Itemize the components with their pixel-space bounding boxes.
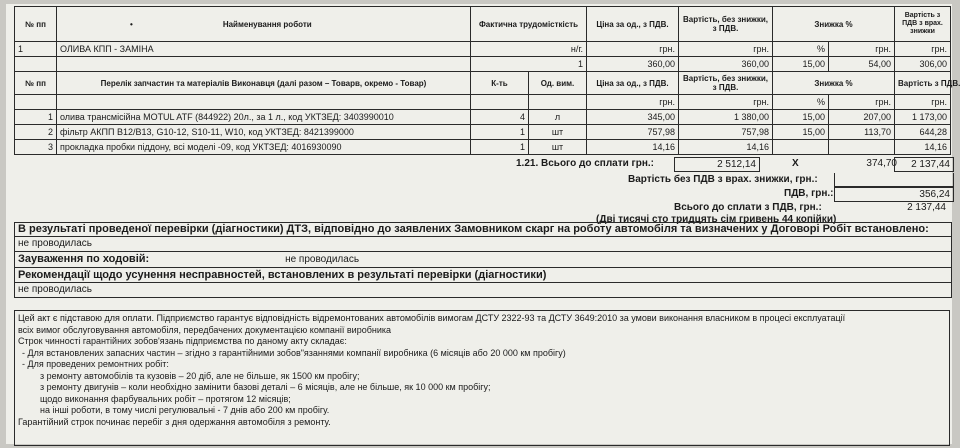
work-cost: 360,00 xyxy=(679,57,773,72)
no-vat-value xyxy=(834,173,954,187)
vat-label: ПДВ, грн.: xyxy=(784,188,834,199)
parts-units-blank-unit xyxy=(529,95,587,110)
diag-chassis-value: не проводилась xyxy=(285,254,360,265)
part-price: 14,16 xyxy=(587,140,679,155)
part-disc-amt xyxy=(829,140,895,155)
table-row xyxy=(15,125,951,140)
terms-line: всіх вимог обслуговування автомобіля, передбачених документацією компанії виробника xyxy=(18,324,392,335)
part-num: 1 xyxy=(15,110,57,125)
work-unit-grn4: грн. xyxy=(895,42,951,57)
diag-chassis-label: Зауваження по ходовій: xyxy=(18,253,150,265)
parts-unit-grn3: грн. xyxy=(829,95,895,110)
with-vat-value: 2 137,44 xyxy=(907,202,946,213)
terms-line: щодо виконання фарбувальних робіт – протягом 12 місяців; xyxy=(40,393,291,404)
part-disc-pct: 15,00 xyxy=(773,125,829,140)
work-total: 306,00 xyxy=(895,57,951,72)
part-cost: 757,98 xyxy=(679,125,773,140)
work-and-parts-table xyxy=(14,6,960,155)
terms-line: з ремонту автомобілів та кузовів – 20 діб, але не більше, як 1500 км пробігу; xyxy=(40,370,360,381)
part-unit: шт xyxy=(529,140,587,155)
part-num: 2 xyxy=(15,125,57,140)
part-disc-pct xyxy=(773,140,829,155)
work-unit-grn2: грн. xyxy=(679,42,773,57)
work-unit-grn3: грн. xyxy=(829,42,895,57)
part-cost: 14,16 xyxy=(679,140,773,155)
part-total: 1 173,00 xyxy=(895,110,951,125)
terms-line: з ремонту двигунів – коли необхідно замінити базові деталі – 6 місяців, але не більше, як 10 000 км пробігу; xyxy=(40,382,491,392)
work-unit-pct: % xyxy=(773,42,829,57)
no-vat-label: Вартість без ПДВ з врах. знижки, грн.: xyxy=(628,174,818,185)
terms-line: на інші роботи, в тому числі регулювальні - 7 днів або 200 км пробігу. xyxy=(40,405,330,415)
col-discount: Знижка % xyxy=(773,7,895,42)
part-name: прокладка пробки піддону, всі моделі -09, код УКТЗЕД: 4016930090 xyxy=(57,140,471,155)
with-vat-label: Всього до сплати з ПДВ, грн.: xyxy=(674,202,822,213)
col-cost-vat-disc: Вартість з ПДВ з врах. знижки xyxy=(895,7,951,42)
part-qty: 4 xyxy=(471,110,529,125)
work-name: ОЛИВА КПП - ЗАМІНА xyxy=(57,42,471,57)
col-work-name xyxy=(57,7,471,42)
work-blank-name xyxy=(57,57,471,72)
diag-chassis-row xyxy=(15,252,951,268)
part-unit: л xyxy=(529,110,587,125)
terms-line: Гарантійний строк починає перебіг з дня одержання автомобіля з ремонту. xyxy=(18,416,331,427)
col-dot: • xyxy=(130,19,133,29)
part-qty: 1 xyxy=(471,125,529,140)
diag-result-label: В результаті проведеної перевірки (діагностики) ДТЗ, відповідно до заявлених Замовником скарг на роботу автомобіля та визначених у Договорі Робіт встановлено: xyxy=(15,223,951,237)
part-disc-amt: 113,70 xyxy=(829,125,895,140)
work-labor: 1 xyxy=(471,57,587,72)
parts-unit-grn1: грн. xyxy=(587,95,679,110)
parts-unit-grn4: грн. xyxy=(895,95,951,110)
parts-units-blank xyxy=(15,95,57,110)
parts-col-cost-vat: Вартість з ПДВ. xyxy=(895,72,951,95)
total-discount: 374,70 xyxy=(866,158,897,169)
part-name: олива трансмісійна MOTUL ATF (844922) 20л., за 1 л., код УКТЗЕД: 3403990010 xyxy=(57,110,471,125)
total-cost: 2 512,14 xyxy=(674,157,760,172)
col-labor: Фактична трудомісткість xyxy=(471,7,587,42)
amount-in-words: (Дві тисячі сто тридцять сім гривень 44 копійки) xyxy=(596,214,837,225)
table-row xyxy=(15,110,951,125)
total-sum: 2 137,44 xyxy=(894,157,954,172)
parts-col-price-vat: Ціна за од., з ПДВ. xyxy=(587,72,679,95)
terms-line: Строк чинності гарантійних зобов'язань підприємства по даному акту складає: xyxy=(18,336,347,346)
parts-col-cost-no-disc: Вартість, без знижки, з ПДВ. xyxy=(679,72,773,95)
work-blank xyxy=(15,57,57,72)
total-x: Х xyxy=(792,158,799,169)
part-price: 345,00 xyxy=(587,110,679,125)
parts-units-blank-qty xyxy=(471,95,529,110)
invoice-sheet xyxy=(6,4,960,444)
table-row xyxy=(15,140,951,155)
part-unit: шт xyxy=(529,125,587,140)
totals-block xyxy=(6,156,952,225)
work-unit: н/г. xyxy=(471,42,587,57)
diagnostics-block xyxy=(14,222,952,298)
part-total: 644,28 xyxy=(895,125,951,140)
warranty-terms xyxy=(14,310,950,446)
work-num: 1 xyxy=(15,42,57,57)
part-disc-amt: 207,00 xyxy=(829,110,895,125)
part-cost: 1 380,00 xyxy=(679,110,773,125)
col-price-vat: Ціна за од., з ПДВ. xyxy=(587,7,679,42)
work-price: 360,00 xyxy=(587,57,679,72)
part-disc-pct: 15,00 xyxy=(773,110,829,125)
diag-result-value: не проводилась xyxy=(15,237,951,252)
parts-units-blank-name xyxy=(57,95,471,110)
parts-col-num: № пп xyxy=(15,72,57,95)
work-disc-pct: 15,00 xyxy=(773,57,829,72)
parts-unit-pct: % xyxy=(773,95,829,110)
total-label: 1.21. Всього до сплати грн.: xyxy=(516,158,654,169)
col-num: № пп xyxy=(15,7,57,42)
terms-line: - Для проведених ремонтних робіт: xyxy=(22,359,169,369)
parts-col-name: Перелік запчастин та матеріалів Виконавця (далі разом – Товарв, окремо - Товар) xyxy=(57,72,471,95)
part-name: фільтр АКПП B12/B13, G10-12, S10-11, W10, код УКТЗЕД: 8421399000 xyxy=(57,125,471,140)
part-total: 14,16 xyxy=(895,140,951,155)
part-qty: 1 xyxy=(471,140,529,155)
work-unit-grn1: грн. xyxy=(587,42,679,57)
parts-col-discount: Знижка % xyxy=(773,72,895,95)
part-num: 3 xyxy=(15,140,57,155)
part-price: 757,98 xyxy=(587,125,679,140)
parts-col-qty: К-ть xyxy=(471,72,529,95)
vat-value: 356,24 xyxy=(834,187,954,202)
diag-recommend-label: Рекомендації щодо усунення несправностей, встановлених в результаті перевірки (діагностики) xyxy=(15,268,951,283)
parts-col-unit: Од. вим. xyxy=(529,72,587,95)
col-cost-no-disc: Вартість, без знижки, з ПДВ. xyxy=(679,7,773,42)
work-disc-amt: 54,00 xyxy=(829,57,895,72)
terms-line: Цей акт є підставою для оплати. Підприємство гарантує відповідність відремонтованих автомобілів вимогам ДСТУ 2322-93 та ДСТУ 3649:2010 за умови виконання власником в процесі експлуатації xyxy=(18,313,846,323)
col-work-name-label: Найменування роботи xyxy=(222,19,312,29)
terms-line: - Для встановлених запасних частин – згідно з гарантійними зобов"язаннями компанії виробника (6 місяців або 20 000 км пробігу) xyxy=(22,347,566,358)
diag-recommend-value: не проводилась xyxy=(18,284,92,295)
parts-unit-grn2: грн. xyxy=(679,95,773,110)
